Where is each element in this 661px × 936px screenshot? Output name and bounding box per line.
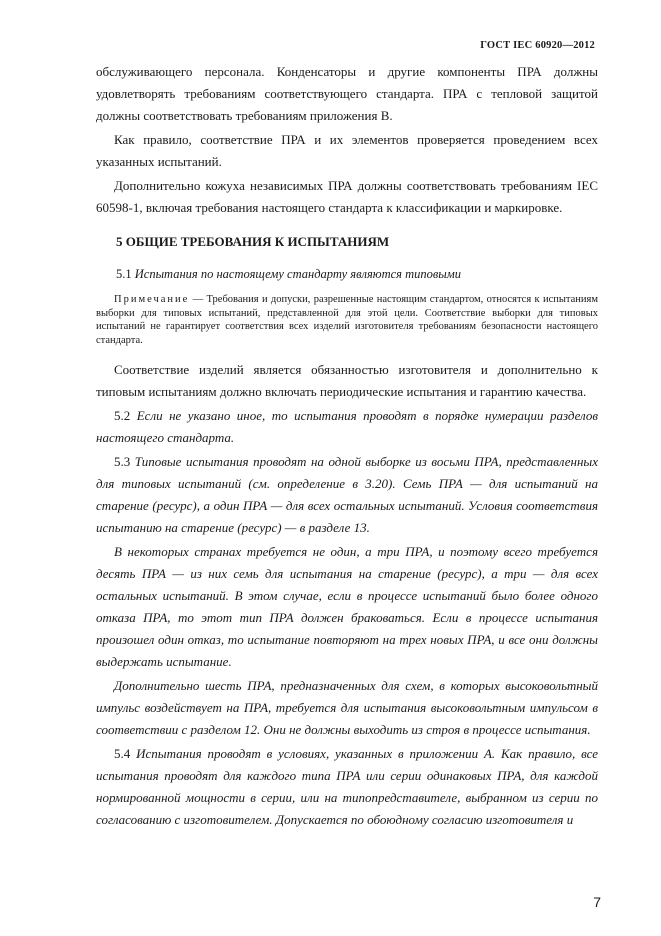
clause-text: Если не указано иное, то испытания проводят в порядке нумерации разделов настоящего стандарта. bbox=[96, 408, 599, 446]
note-block bbox=[96, 293, 598, 347]
paragraph-conformity: Соответствие изделий является обязанностью изготовителя и дополнительно к типовым испытаниям должно включать периодические испытания и гарантию качества. bbox=[96, 362, 598, 400]
page-content bbox=[96, 61, 598, 831]
note-label: Примечание bbox=[114, 294, 190, 305]
section-heading: 5 ОБЩИЕ ТРЕБОВАНИЯ К ИСПЫТАНИЯМ bbox=[116, 234, 390, 249]
clause-number: 5.3 bbox=[114, 454, 131, 470]
clause-number: 5.1 bbox=[116, 267, 132, 281]
clause-text: Испытания проводят в условиях, указанных в приложении А. Как правило, все испытания проводят для каждого типа ПРА или серии одинаковых ПРА, для каждой нормированной мощности в серии, или на типопредставителе, выбранном из серии по согласованию с изготовителем. Допускается по обоюдному согласию изготовителя и bbox=[96, 746, 598, 828]
paragraph-enclosures: Дополнительно кожуха независимых ПРА должны соответствовать требованиям IEC 60598-1, включая требования настоящего стандарта к классификации и маркировке. bbox=[96, 178, 598, 215]
note-text: — Требования и допуски, разрешенные настоящим стандартом, относятся к испытаниям выборки для типовых испытаний, представленной для этой цели. Соответствие выборки для типовых испытаний не гарантирует соответствия всех изделий изготовителя требованиям безопасности настоящего стандарта. bbox=[96, 294, 598, 346]
paragraph-continuation: обслуживающего персонала. Конденсаторы и другие компоненты ПРА должны удовлетворять требованиям соответствующего стандарта. ПРА с тепловой защитой должны соответствовать требованиям приложения В. bbox=[96, 64, 598, 123]
clause-5-4 bbox=[96, 743, 598, 831]
clause-5-1 bbox=[96, 263, 598, 285]
page-number: 7 bbox=[593, 894, 601, 910]
clause-text: Типовые испытания проводят на одной выборке из восьми ПРА, представленных для типовых испытаний (см. определение в 3.20). Семь ПРА — для испытаний на старение (ресурс), а один ПРА — для всех остальных испытаний. Условия соответствия испытанию на старение (ресурс) — в разделе 13. bbox=[96, 454, 598, 536]
clause-5-2 bbox=[96, 405, 598, 449]
paragraph-compliance: Как правило, соответствие ПРА и их элементов проверяется проведением всех указанных испытаний. bbox=[96, 132, 598, 169]
clause-number: 5.4 bbox=[114, 746, 131, 762]
paragraph-countries: В некоторых странах требуется не один, а три ПРА, и поэтому всего требуется десять ПРА — из них семь для испытания на старение (ресурс), а три — для всех остальных испытаний. В этом случае, если в процессе испытаний было более одного отказа ПРА, то этот тип ПРА должен браковаться. Если в процессе испытания произошел один отказ, то испытание повторяют на трех новых ПРА, и все они должны выдержать испытание. bbox=[96, 544, 598, 670]
clause-5-3 bbox=[96, 451, 598, 539]
document-header: ГОСТ IEC 60920—2012 bbox=[480, 40, 595, 51]
clause-text: Испытания по настоящему стандарту являются типовыми bbox=[134, 267, 461, 281]
clause-number: 5.2 bbox=[114, 408, 131, 424]
paragraph-six-ballasts: Дополнительно шесть ПРА, предназначенных для схем, в которых высоковольтный импульс воздействует на ПРА, требуется для испытания высоковольтным импульсом в соответствии с разделом 12. Они не должны выходить из строя в процессе испытания. bbox=[96, 678, 598, 738]
